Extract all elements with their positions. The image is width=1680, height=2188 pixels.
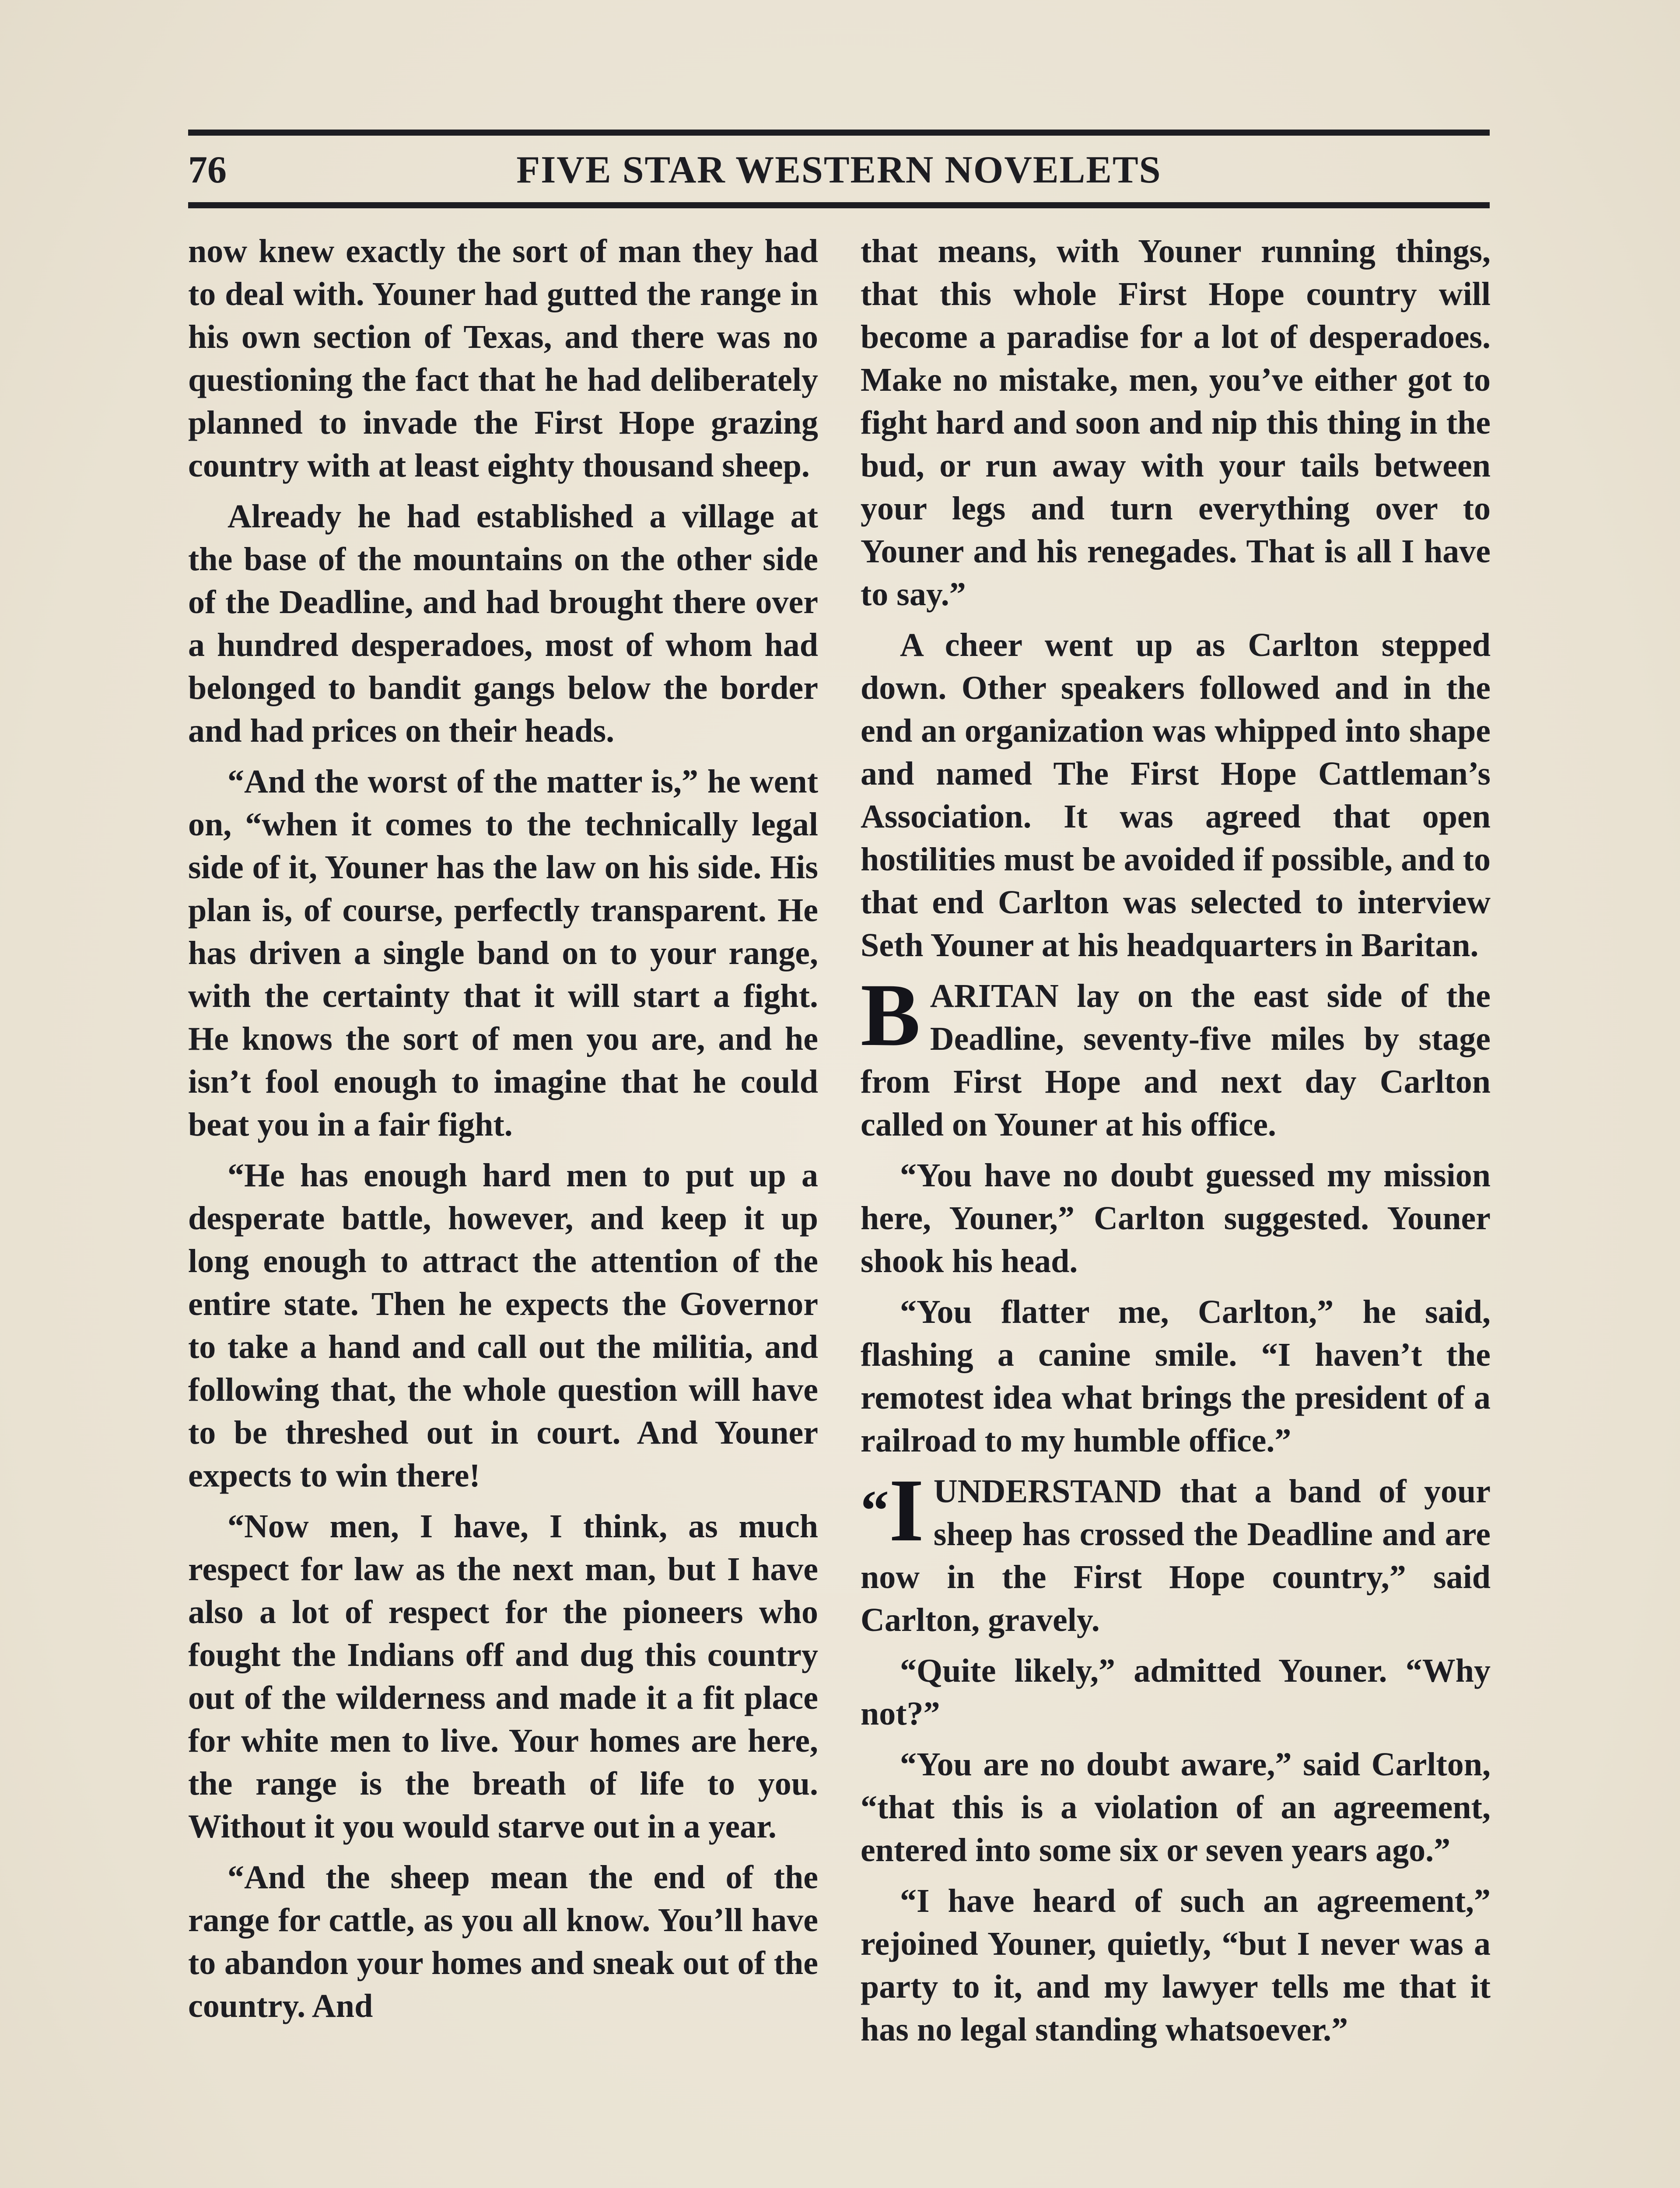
paragraph: “Now men, I have, I think, as much respect for law as the next man, but I have also a lot of respect for the pioneers who fought the Indians off and dug this country out of the wilderness and made it a fit place for white men to live. Your homes are here, the range is the breath of life to you. Without it you would starve out in a year.: [188, 1508, 818, 1845]
paragraph: “You have no doubt guessed my mission here, Youner,” Carlton suggested. Youner shook his head.: [861, 1157, 1491, 1280]
section-text: ARITAN lay on the east side of the Deadline, seventy-five miles by stage from First Hope and next day Carlton called on Youner at his office.: [861, 978, 1491, 1143]
section-break-paragraph: [861, 965, 1491, 1146]
paragraph: “You flatter me, Carlton,” he said, flashing a canine smile. “I haven’t the remotest idea what brings the president of a railroad to my humble office.”: [861, 1294, 1491, 1459]
drop-cap: B: [861, 965, 920, 1065]
section-text: UNDERSTAND that a band of your sheep has crossed the Deadline and are now in the First Hope country,” said Carlton, gravely.: [861, 1473, 1491, 1638]
paragraph: Already he had established a village at the base of the mountains on the other side of the Deadline, and had brought there over a hundred desperadoes, most of whom had belonged to bandit gangs below the border and had prices on their heads.: [188, 498, 818, 749]
paragraph: “He has enough hard men to put up a desperate battle, however, and keep it up long enough to attract the attention of the entire state. Then he expects the Governor to take a hand and call out the militia, and following that, the whole question will have to be threshed out in court. And Youner expects to win there!: [188, 1157, 818, 1494]
paragraph: now knew exactly the sort of man they had to deal with. Youner had gutted the range in his own section of Texas, and there was no questioning the fact that he had deliberately planned to invade the First Hope grazing country with at least eighty thousand sheep.: [188, 233, 818, 484]
paragraph: “You are no doubt aware,” said Carlton, “that this is a violation of an agreement, entered into some six or seven years ago.”: [861, 1746, 1491, 1869]
header-bottom-rule: [188, 202, 1490, 208]
drop-cap: [861, 1461, 924, 1560]
paragraph: A cheer went up as Carlton stepped down. Other speakers followed and in the end an organization was whipped into shape and named The First Hope Cattleman’s Association. It was agreed that open hostilities must be avoided if possible, and to that end Carlton was selected to interview Seth Youner at his headquarters in Baritan.: [861, 627, 1491, 964]
page-number: 76: [188, 149, 227, 191]
running-title: FIVE STAR WESTERN NOVELETS: [516, 149, 1162, 191]
left-column: [188, 230, 818, 2035]
right-column: [861, 230, 1491, 2059]
section-break-paragraph: [861, 1461, 1491, 1641]
paragraph: that means, with Youner running things, that this whole First Hope country will become a paradise for a lot of desperadoes. Make no mistake, men, you’ve either got to fight hard and soon and nip this thing in the bud, or run away with your tails between your legs and turn everything over to Youner and his renegades. That is all I have to say.”: [861, 233, 1491, 613]
paragraph: “Quite likely,” admitted Youner. “Why not?”: [861, 1652, 1491, 1732]
paragraph: “And the sheep mean the end of the range for cattle, as you all know. You’ll have to abandon your homes and sneak out of the country. And: [188, 1859, 818, 2024]
paragraph: “I have heard of such an agreement,” rejoined Youner, quietly, “but I never was a party to it, and my lawyer tells me that it has no legal standing whatsoever.”: [861, 1883, 1491, 2048]
header-top-rule: [188, 130, 1490, 136]
drop-cap-letter: I: [889, 1461, 924, 1560]
drop-quote-mark: “: [861, 1479, 889, 1542]
page-header: [188, 140, 1490, 197]
paragraph: “And the worst of the matter is,” he went on, “when it comes to the technically legal side of it, Youner has the law on his side. His plan is, of course, perfectly transparent. He has driven a single band on to your range, with the certainty that it will start a fight. He knows the sort of men you are, and he isn’t fool enough to imagine that he could beat you in a fair fight.: [188, 763, 818, 1143]
